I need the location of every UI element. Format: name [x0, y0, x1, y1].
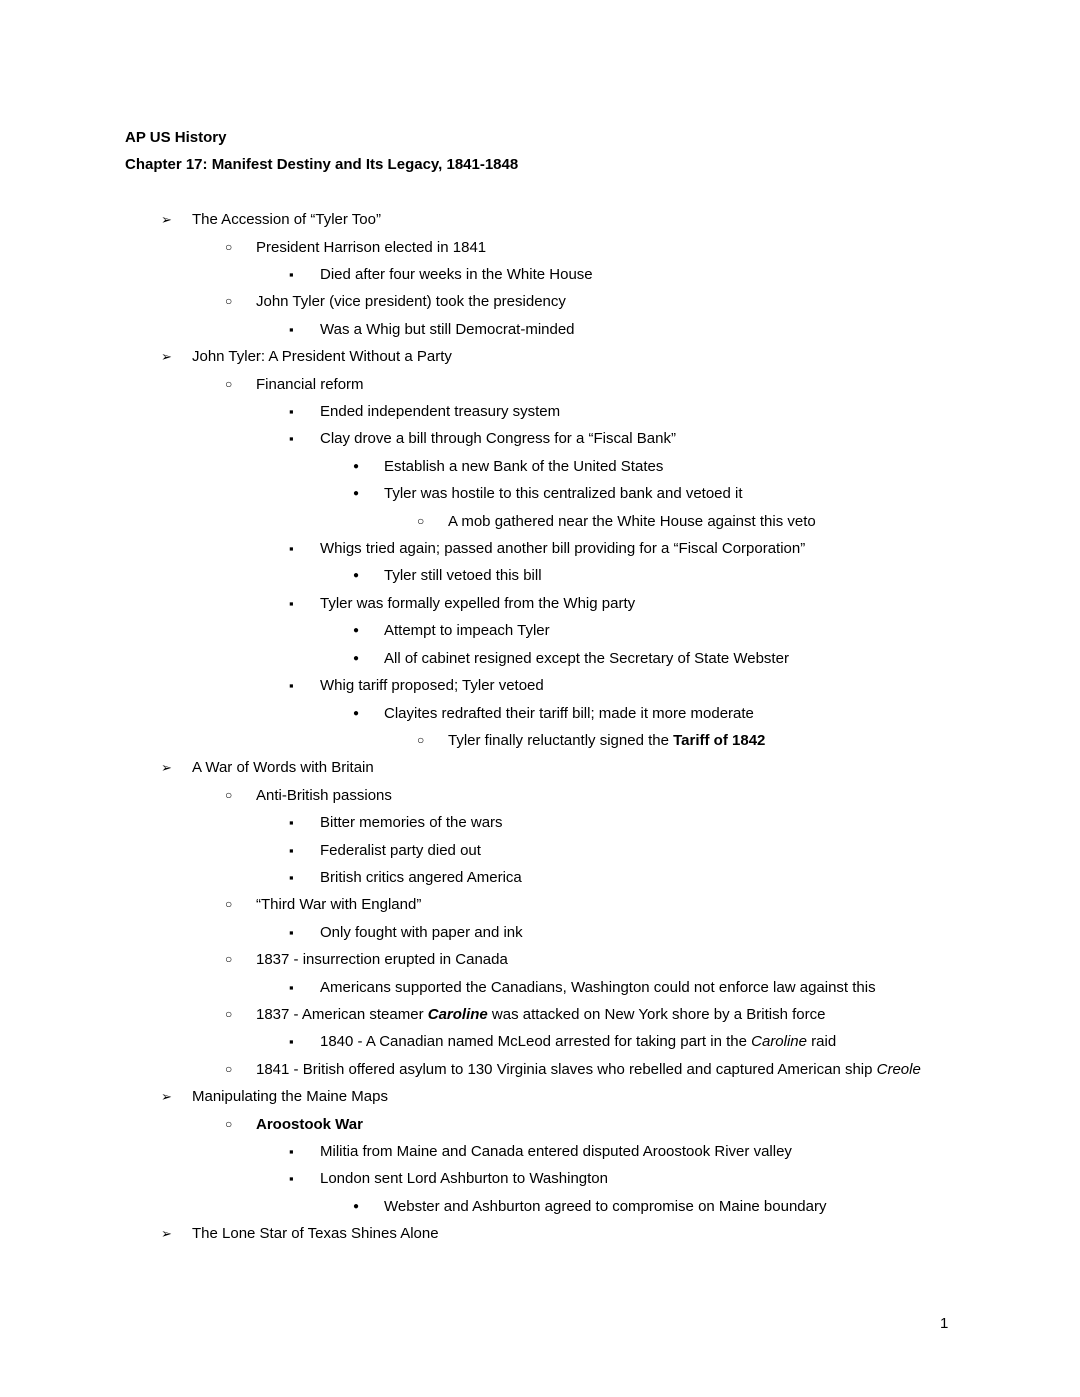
list-item-text: 1840 - A Canadian named McLeod arrested for taking part in the Caroline raid: [320, 1033, 837, 1051]
square-bullet-icon: ▪: [289, 267, 294, 283]
list-item: [125, 754, 945, 781]
list-item-text: The Accession of “Tyler Too”: [192, 211, 381, 229]
list-item-text: Died after four weeks in the White House: [320, 266, 593, 284]
disc-bullet-icon: ●: [353, 460, 360, 472]
square-bullet-icon: ▪: [289, 924, 294, 940]
list-item: [125, 343, 945, 370]
list-item-text: John Tyler: A President Without a Party: [192, 348, 452, 366]
square-bullet-icon: ▪: [289, 979, 294, 995]
circle-bullet-icon: ○: [225, 952, 233, 967]
list-item: [125, 453, 945, 480]
list-item-text: Bitter memories of the wars: [320, 814, 503, 832]
square-bullet-icon: ▪: [289, 541, 294, 557]
list-item: [125, 562, 945, 589]
list-item: [125, 974, 945, 1001]
list-item-text: Americans supported the Canadians, Washington could not enforce law against this: [320, 978, 876, 996]
list-item: [125, 535, 945, 562]
list-item-text: Clay drove a bill through Congress for a “Fiscal Bank”: [320, 430, 676, 448]
arrow-bullet-icon: ➢: [161, 760, 172, 776]
list-item: [125, 919, 945, 946]
list-item: [125, 1028, 945, 1055]
list-item: [125, 1083, 945, 1110]
arrow-bullet-icon: ➢: [161, 1226, 172, 1242]
arrow-bullet-icon: ➢: [161, 212, 172, 228]
list-item: [125, 864, 945, 891]
list-item: [125, 1001, 945, 1028]
circle-bullet-icon: ○: [225, 1116, 233, 1131]
list-item-text: London sent Lord Ashburton to Washington: [320, 1170, 608, 1188]
list-item-text: Only fought with paper and ink: [320, 923, 523, 941]
disc-bullet-icon: ●: [353, 652, 360, 664]
list-item-text: Tyler finally reluctantly signed the Tariff of 1842: [448, 731, 766, 749]
list-item-text: A War of Words with Britain: [192, 759, 374, 777]
list-item: [125, 206, 945, 233]
list-item-text: 1837 - American steamer Caroline was attacked on New York shore by a British force: [256, 1005, 826, 1023]
circle-bullet-icon: ○: [225, 1006, 233, 1021]
list-item: [125, 398, 945, 425]
circle-bullet-icon: ○: [225, 376, 233, 391]
list-item: [125, 371, 945, 398]
circle-bullet-icon: ○: [225, 239, 233, 254]
spacer: [125, 179, 945, 206]
square-bullet-icon: ▪: [289, 431, 294, 447]
list-item-text: Federalist party died out: [320, 841, 481, 859]
outline: [125, 206, 945, 1247]
list-item-text: Financial reform: [256, 375, 364, 393]
doc-subtitle: Chapter 17: Manifest Destiny and Its Legacy, 1841-1848: [125, 156, 519, 174]
list-item-text: All of cabinet resigned except the Secretary of State Webster: [384, 649, 789, 667]
list-item-text: Tyler was formally expelled from the Whig party: [320, 594, 636, 612]
list-item-text: British critics angered America: [320, 868, 522, 886]
doc-title: AP US History: [125, 129, 227, 146]
list-item-text: Manipulating the Maine Maps: [192, 1088, 388, 1106]
square-bullet-icon: ▪: [289, 404, 294, 420]
list-item: [125, 1165, 945, 1192]
list-item-text: Anti-British passions: [256, 786, 392, 804]
list-item-text: Tyler still vetoed this bill: [384, 567, 542, 585]
disc-bullet-icon: ●: [353, 625, 360, 637]
list-item: [125, 1111, 945, 1138]
square-bullet-icon: ▪: [289, 595, 294, 611]
square-bullet-icon: ▪: [289, 842, 294, 858]
list-item: [125, 782, 945, 809]
list-item-text: Militia from Maine and Canada entered disputed Aroostook River valley: [320, 1143, 792, 1161]
list-item: [125, 837, 945, 864]
page-number: 1: [940, 1315, 949, 1332]
list-item: [125, 261, 945, 288]
list-item-text: A mob gathered near the White House against this veto: [448, 512, 816, 530]
circle-bullet-icon: ○: [417, 732, 425, 747]
list-item-text: Whigs tried again; passed another bill providing for a “Fiscal Corporation”: [320, 540, 806, 558]
list-item: [125, 590, 945, 617]
list-item-text: Was a Whig but still Democrat-minded: [320, 320, 575, 338]
circle-bullet-icon: ○: [417, 513, 425, 528]
list-item-text: Attempt to impeach Tyler: [384, 622, 550, 640]
list-item-text: President Harrison elected in 1841: [256, 238, 487, 256]
square-bullet-icon: ▪: [289, 678, 294, 694]
list-item-text: John Tyler (vice president) took the presidency: [256, 293, 566, 311]
square-bullet-icon: ▪: [289, 1171, 294, 1187]
list-item: [125, 508, 945, 535]
list-item: [125, 288, 945, 315]
arrow-bullet-icon: ➢: [161, 349, 172, 365]
list-item: [125, 316, 945, 343]
disc-bullet-icon: ●: [353, 707, 360, 719]
square-bullet-icon: ▪: [289, 1144, 294, 1160]
list-item: [125, 1220, 945, 1247]
list-item-text: Webster and Ashburton agreed to compromise on Maine boundary: [384, 1197, 827, 1215]
list-item-text: Aroostook War: [256, 1115, 363, 1133]
circle-bullet-icon: ○: [225, 1061, 233, 1076]
list-item: [125, 700, 945, 727]
list-item: [125, 891, 945, 918]
list-item: [125, 425, 945, 452]
list-item: [125, 1056, 945, 1083]
list-item: [125, 234, 945, 261]
square-bullet-icon: ▪: [289, 869, 294, 885]
list-item: [125, 645, 945, 672]
list-item: [125, 617, 945, 644]
list-item: [125, 727, 945, 754]
list-item-text: The Lone Star of Texas Shines Alone: [192, 1225, 439, 1243]
list-item-text: Establish a new Bank of the United States: [384, 457, 664, 475]
circle-bullet-icon: ○: [225, 897, 233, 912]
list-item: [125, 946, 945, 973]
list-item-text: Ended independent treasury system: [320, 403, 561, 421]
list-item-text: “Third War with England”: [256, 896, 422, 914]
list-item-text: 1841 - British offered asylum to 130 Virginia slaves who rebelled and captured American ship Creole: [256, 1060, 921, 1078]
list-item: [125, 1138, 945, 1165]
list-item-text: Whig tariff proposed; Tyler vetoed: [320, 677, 544, 695]
list-item-text: Tyler was hostile to this centralized bank and vetoed it: [384, 485, 743, 503]
list-item-text: Clayites redrafted their tariff bill; made it more moderate: [384, 704, 754, 722]
square-bullet-icon: ▪: [289, 815, 294, 831]
list-item: [125, 809, 945, 836]
circle-bullet-icon: ○: [225, 787, 233, 802]
list-item-text: 1837 - insurrection erupted in Canada: [256, 951, 508, 969]
circle-bullet-icon: ○: [225, 294, 233, 309]
list-item: [125, 672, 945, 699]
disc-bullet-icon: ●: [353, 1200, 360, 1212]
document-page: [125, 124, 945, 1248]
arrow-bullet-icon: ➢: [161, 1089, 172, 1105]
list-item: [125, 1193, 945, 1220]
list-item: [125, 480, 945, 507]
disc-bullet-icon: ●: [353, 570, 360, 582]
square-bullet-icon: ▪: [289, 1034, 294, 1050]
square-bullet-icon: ▪: [289, 321, 294, 337]
disc-bullet-icon: ●: [353, 488, 360, 500]
